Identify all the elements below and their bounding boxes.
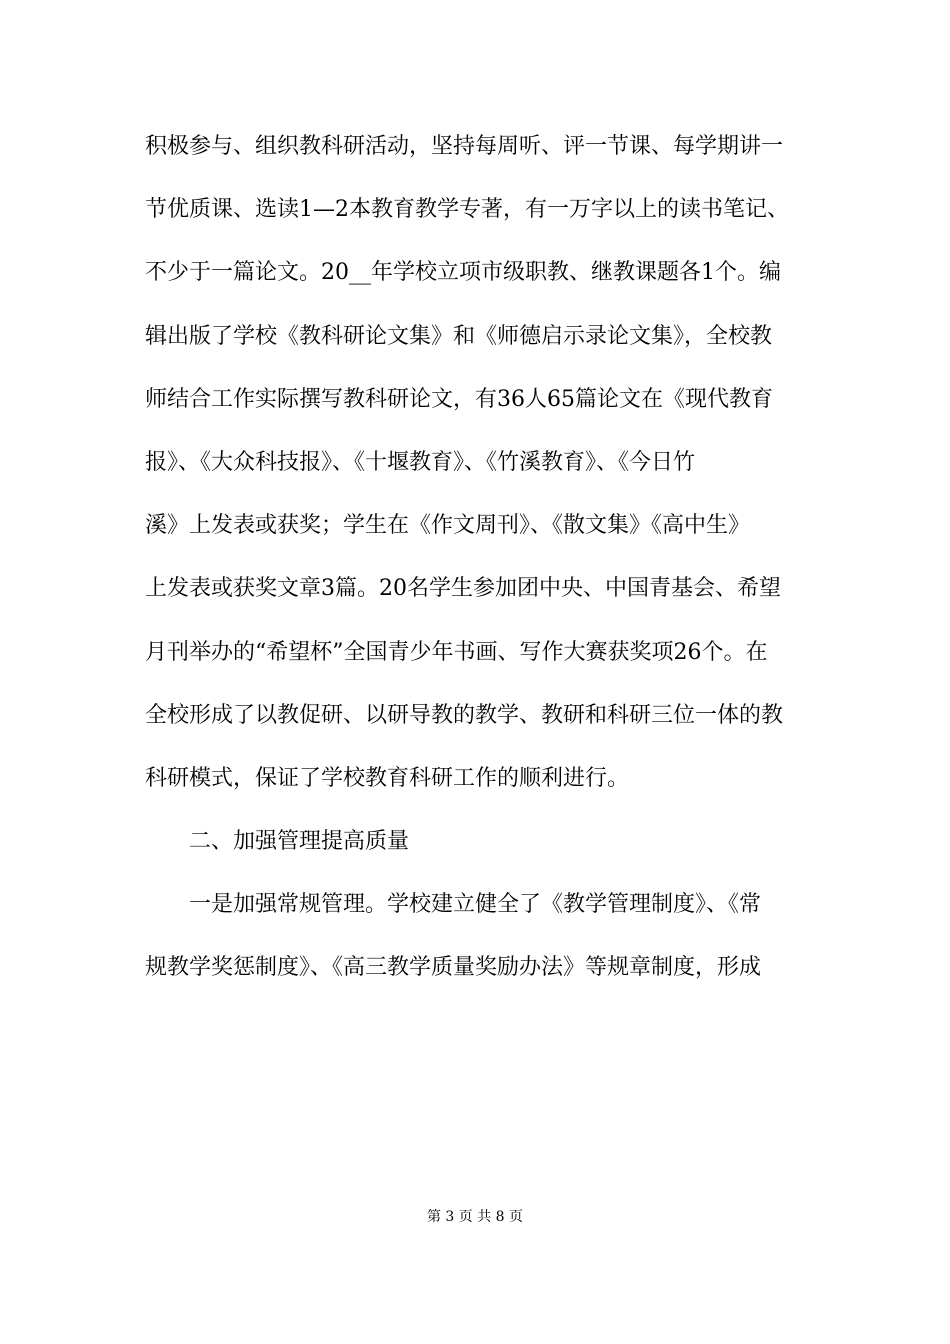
text-line: 积极参与、组织教科研活动，坚持每周听、评一节课、每学期讲一 — [145, 134, 784, 159]
page-number-footer: 第 3 页 共 8 页 — [426, 1209, 524, 1225]
text-line: 全校形成了以教促研、以研导教的教学、教研和科研三位一体的教 — [145, 702, 784, 728]
body-text — [145, 115, 810, 1000]
text-line: 月刊举办的“希望杯”全国青少年书画、写作大赛获奖项26个。在 — [145, 639, 768, 665]
text-line: 一是加强常规管理。学校建立健全了《教学管理制度》、《常 — [145, 892, 762, 918]
text-line: 师结合工作实际撰写教科研论文，有36人65篇论文在《现代教育 — [145, 386, 773, 412]
text-line: 报》、《大众科技报》、《十堰教育》、《竹溪教育》、《今日竹 — [145, 449, 696, 475]
text-line: 上发表或获奖文章3篇。20名学生参加团中央、中国青基会、希望 — [145, 576, 781, 602]
text-line: 辑出版了学校《教科研论文集》和《师德启示录论文集》，全校教 — [145, 323, 773, 349]
text-line: 节优质课、选读1—2本教育教学专著，有一万字以上的读书笔记、 — [145, 197, 789, 223]
text-line: 规教学奖惩制度》、《高三教学质量奖励办法》等规章制度，形成 — [145, 955, 762, 981]
text-line: 不少于一篇论文。20__年学校立项市级职教、继教课题各1个。编 — [145, 260, 781, 286]
text-line: 溪》上发表或获奖；学生在《作文周刊》、《散文集》《高中生》 — [145, 513, 751, 539]
section-heading: 二、加强管理提高质量 — [145, 829, 410, 855]
text-line: 科研模式，保证了学校教育科研工作的顺利进行。 — [145, 765, 630, 791]
